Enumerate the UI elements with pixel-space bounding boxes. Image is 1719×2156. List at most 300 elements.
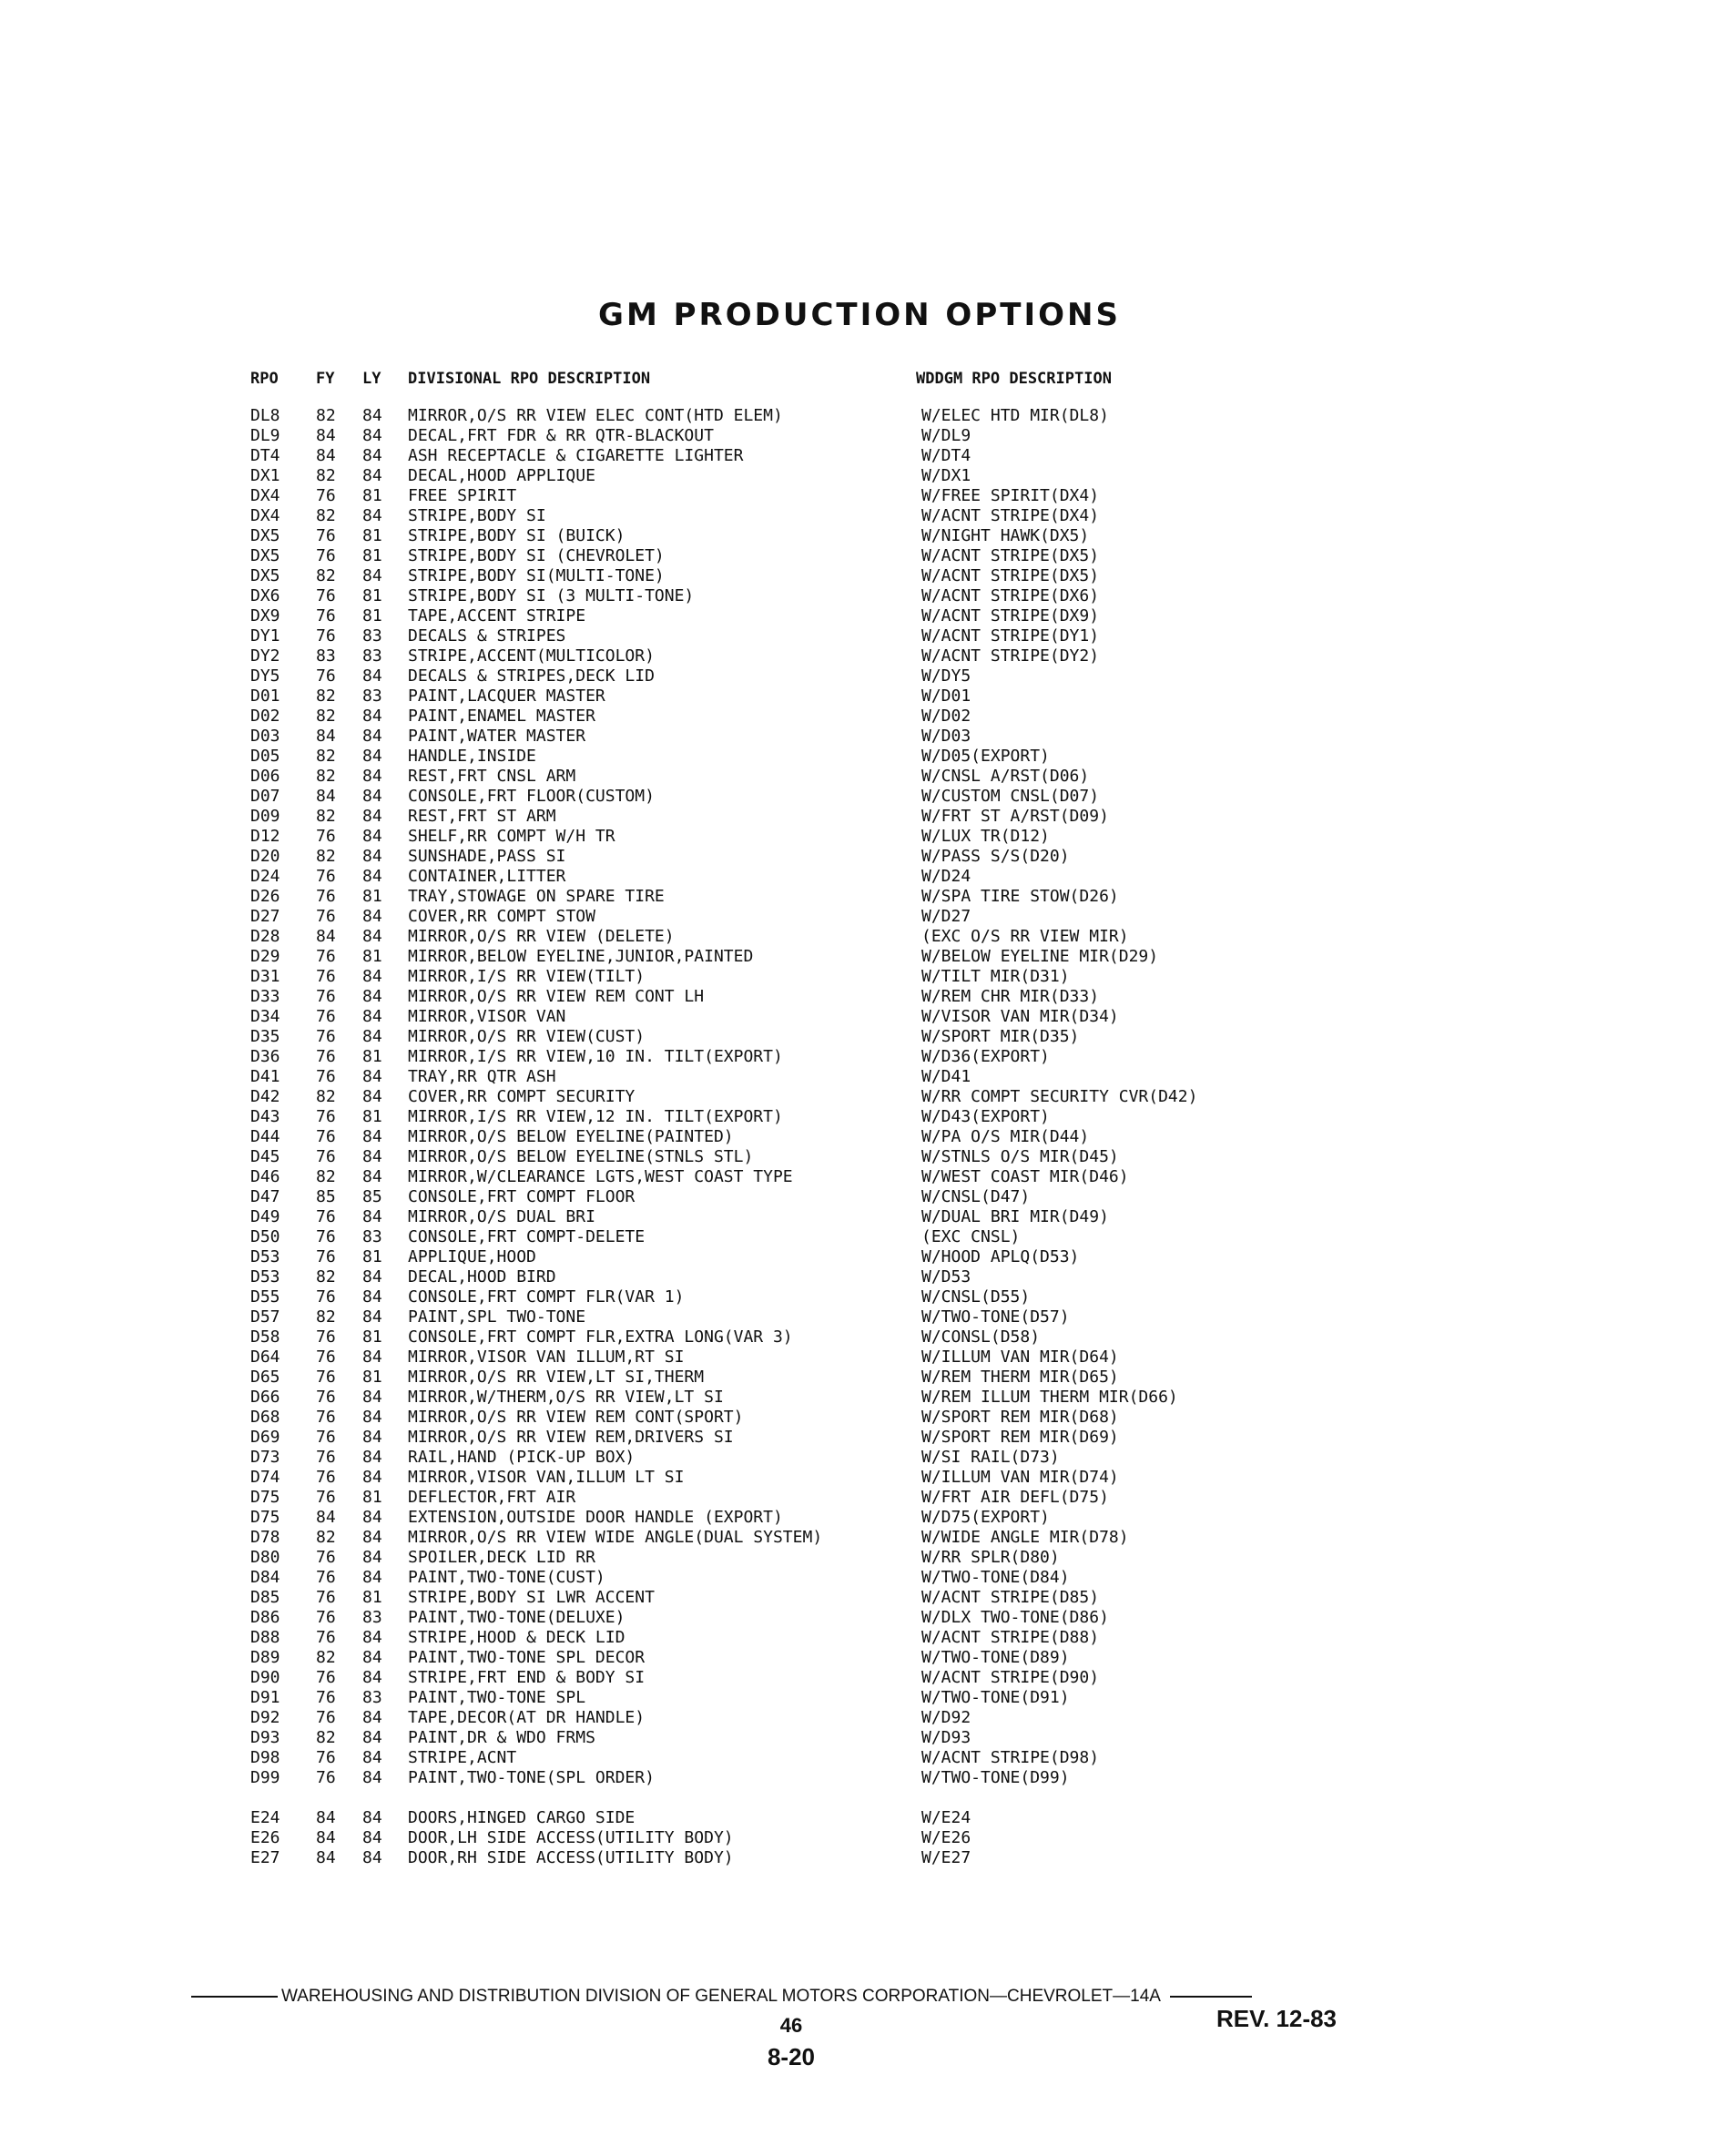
table-row — [0, 1428, 1719, 1448]
divisional-description-cell: PAINT,SPL TWO-TONE — [408, 1307, 586, 1327]
wddgm-description-cell: W/TWO-TONE(D99) — [921, 1768, 1070, 1787]
divisional-description-cell: DOOR,LH SIDE ACCESS(UTILITY BODY) — [408, 1828, 734, 1847]
rpo-cell: D92 — [250, 1708, 280, 1727]
ly-cell: 84 — [362, 747, 382, 766]
table-row — [0, 767, 1719, 787]
ly-cell: 83 — [362, 646, 382, 666]
ly-cell: 81 — [362, 1247, 382, 1266]
ly-cell: 84 — [362, 1548, 382, 1567]
table-row — [0, 1147, 1719, 1167]
divisional-description-cell: STRIPE,ACCENT(MULTICOLOR) — [408, 646, 655, 666]
wddgm-description-cell: W/D75(EXPORT) — [921, 1508, 1050, 1527]
ly-cell: 84 — [362, 907, 382, 926]
divisional-description-cell: REST,FRT CNSL ARM — [408, 767, 576, 786]
divisional-description-cell: DEFLECTOR,FRT AIR — [408, 1488, 576, 1507]
divisional-description-cell: STRIPE,BODY SI (BUICK) — [408, 526, 626, 545]
ly-cell: 84 — [362, 1828, 382, 1847]
fy-cell: 76 — [316, 947, 336, 966]
divisional-description-cell: PAINT,TWO-TONE SPL — [408, 1688, 586, 1707]
fy-cell: 85 — [316, 1187, 336, 1206]
wddgm-description-cell: W/BELOW EYELINE MIR(D29) — [921, 947, 1159, 966]
wddgm-description-cell: W/E27 — [921, 1848, 971, 1867]
rpo-cell: D53 — [250, 1267, 280, 1286]
fy-cell: 76 — [316, 1107, 336, 1126]
ly-cell: 83 — [362, 1688, 382, 1707]
divisional-description-cell: PAINT,WATER MASTER — [408, 727, 586, 746]
table-row — [0, 566, 1719, 586]
rpo-cell: D49 — [250, 1207, 280, 1226]
wddgm-description-cell: W/ELEC HTD MIR(DL8) — [921, 406, 1109, 425]
rpo-cell: DY2 — [250, 646, 280, 666]
wddgm-description-cell: W/CONSL(D58) — [921, 1327, 1041, 1347]
rpo-cell: D45 — [250, 1147, 280, 1166]
ly-cell: 81 — [362, 887, 382, 906]
fy-cell: 76 — [316, 1388, 336, 1407]
rpo-cell: D24 — [250, 867, 280, 886]
rpo-cell: D01 — [250, 686, 280, 706]
section-number: 8-20 — [767, 2043, 816, 2070]
rpo-cell: D98 — [250, 1748, 280, 1767]
rpo-cell: D44 — [250, 1127, 280, 1146]
divisional-description-cell: MIRROR,O/S RR VIEW(CUST) — [408, 1027, 646, 1046]
divisional-description-cell: REST,FRT ST ARM — [408, 807, 556, 826]
rpo-cell: DX4 — [250, 506, 280, 525]
ly-cell: 81 — [362, 546, 382, 565]
footer-rule-right — [1170, 1996, 1252, 1998]
divisional-description-cell: CONTAINER,LITTER — [408, 867, 566, 886]
table-row — [0, 1728, 1719, 1748]
rpo-cell: D27 — [250, 907, 280, 926]
ly-cell: 84 — [362, 1207, 382, 1226]
fy-cell: 82 — [316, 466, 336, 485]
ly-cell: 81 — [362, 947, 382, 966]
fy-cell: 84 — [316, 1808, 336, 1827]
fy-cell: 82 — [316, 1648, 336, 1667]
table-row — [0, 707, 1719, 727]
table-row — [0, 1708, 1719, 1728]
ly-cell: 84 — [362, 1568, 382, 1587]
table-row — [0, 1588, 1719, 1608]
table-row — [0, 446, 1719, 466]
header-fy: FY — [316, 370, 335, 388]
fy-cell: 76 — [316, 1768, 336, 1787]
header-rpo: RPO — [250, 370, 279, 388]
ly-cell: 84 — [362, 1748, 382, 1767]
ly-cell: 83 — [362, 686, 382, 706]
divisional-description-cell: CONSOLE,FRT FLOOR(CUSTOM) — [408, 787, 655, 806]
rpo-cell: D84 — [250, 1568, 280, 1587]
wddgm-description-cell: W/PA O/S MIR(D44) — [921, 1127, 1090, 1146]
table-row — [0, 1087, 1719, 1107]
ly-cell: 84 — [362, 1167, 382, 1186]
ly-cell: 81 — [362, 1488, 382, 1507]
wddgm-description-cell: W/LUX TR(D12) — [921, 827, 1050, 846]
table-row — [0, 987, 1719, 1007]
table-row — [0, 1267, 1719, 1287]
table-row — [0, 1127, 1719, 1147]
fy-cell: 82 — [316, 686, 336, 706]
table-row — [0, 1307, 1719, 1327]
table-row — [0, 526, 1719, 546]
table-row — [0, 506, 1719, 526]
table-row — [0, 787, 1719, 807]
fy-cell: 84 — [316, 1828, 336, 1847]
divisional-description-cell: MIRROR,I/S RR VIEW,10 IN. TILT(EXPORT) — [408, 1047, 783, 1066]
divisional-description-cell: PAINT,DR & WDO FRMS — [408, 1728, 595, 1747]
table-row — [0, 626, 1719, 646]
ly-cell: 84 — [362, 1307, 382, 1327]
ly-cell: 84 — [362, 1027, 382, 1046]
rpo-cell: D55 — [250, 1287, 280, 1307]
wddgm-description-cell: W/ACNT STRIPE(D85) — [921, 1588, 1100, 1607]
rpo-cell: D90 — [250, 1668, 280, 1687]
table-row — [0, 1648, 1719, 1668]
table-row — [0, 807, 1719, 827]
rpo-cell: D58 — [250, 1327, 280, 1347]
fy-cell: 82 — [316, 406, 336, 425]
table-row — [0, 907, 1719, 927]
rpo-cell: D20 — [250, 847, 280, 866]
ly-cell: 84 — [362, 927, 382, 946]
rpo-cell: D73 — [250, 1448, 280, 1467]
divisional-description-cell: STRIPE,BODY SI (CHEVROLET) — [408, 546, 665, 565]
divisional-description-cell: PAINT,TWO-TONE SPL DECOR — [408, 1648, 646, 1667]
table-row — [0, 546, 1719, 566]
table-row — [0, 1388, 1719, 1408]
table-row — [0, 1608, 1719, 1628]
rpo-cell: D89 — [250, 1648, 280, 1667]
ly-cell: 84 — [362, 506, 382, 525]
ly-cell: 84 — [362, 1287, 382, 1307]
ly-cell: 84 — [362, 727, 382, 746]
wddgm-description-cell: W/D27 — [921, 907, 971, 926]
ly-cell: 84 — [362, 707, 382, 726]
ly-cell: 81 — [362, 1047, 382, 1066]
rpo-cell: DL8 — [250, 406, 280, 425]
divisional-description-cell: CONSOLE,FRT COMPT FLR(VAR 1) — [408, 1287, 685, 1307]
rpo-cell: D50 — [250, 1227, 280, 1246]
divisional-description-cell: DOOR,RH SIDE ACCESS(UTILITY BODY) — [408, 1848, 734, 1867]
ly-cell: 84 — [362, 1808, 382, 1827]
divisional-description-cell: PAINT,ENAMEL MASTER — [408, 707, 595, 726]
fy-cell: 76 — [316, 1588, 336, 1607]
ly-cell: 84 — [362, 446, 382, 465]
rpo-cell: D33 — [250, 987, 280, 1006]
rpo-cell: D64 — [250, 1348, 280, 1367]
fy-cell: 82 — [316, 767, 336, 786]
fy-cell: 82 — [316, 1528, 336, 1547]
ly-cell: 84 — [362, 1768, 382, 1787]
table-row — [0, 1808, 1719, 1828]
rpo-cell: D69 — [250, 1428, 280, 1447]
wddgm-description-cell: W/DLX TWO-TONE(D86) — [921, 1608, 1109, 1627]
table-row — [0, 1508, 1719, 1528]
wddgm-description-cell: W/REM ILLUM THERM MIR(D66) — [921, 1388, 1178, 1407]
table-row — [0, 1828, 1719, 1848]
divisional-description-cell: STRIPE,BODY SI LWR ACCENT — [408, 1588, 655, 1607]
ly-cell: 85 — [362, 1187, 382, 1206]
rpo-cell: D06 — [250, 767, 280, 786]
wddgm-description-cell: (EXC CNSL) — [921, 1227, 1021, 1246]
ly-cell: 84 — [362, 1348, 382, 1367]
fy-cell: 76 — [316, 546, 336, 565]
divisional-description-cell: EXTENSION,OUTSIDE DOOR HANDLE (EXPORT) — [408, 1508, 783, 1527]
ly-cell: 84 — [362, 1127, 382, 1146]
rpo-cell: D75 — [250, 1508, 280, 1527]
wddgm-description-cell: W/CNSL(D55) — [921, 1287, 1031, 1307]
rpo-cell: D41 — [250, 1067, 280, 1086]
wddgm-description-cell: W/ACNT STRIPE(D88) — [921, 1628, 1100, 1647]
fy-cell: 76 — [316, 666, 336, 686]
ly-cell: 84 — [362, 847, 382, 866]
table-row — [0, 1568, 1719, 1588]
fy-cell: 76 — [316, 1408, 336, 1427]
rpo-cell: DX5 — [250, 546, 280, 565]
divisional-description-cell: MIRROR,W/CLEARANCE LGTS,WEST COAST TYPE — [408, 1167, 793, 1186]
footer-rule-left — [191, 1996, 278, 1998]
ly-cell: 84 — [362, 1428, 382, 1447]
table-row — [0, 1167, 1719, 1187]
fy-cell: 76 — [316, 1047, 336, 1066]
wddgm-description-cell: W/TWO-TONE(D91) — [921, 1688, 1070, 1707]
table-row — [0, 1187, 1719, 1207]
ly-cell: 83 — [362, 626, 382, 646]
fy-cell: 76 — [316, 526, 336, 545]
divisional-description-cell: PAINT,TWO-TONE(SPL ORDER) — [408, 1768, 655, 1787]
table-row — [0, 1488, 1719, 1508]
ly-cell: 84 — [362, 1848, 382, 1867]
section-gap — [0, 1788, 1719, 1808]
rpo-cell: DX9 — [250, 606, 280, 625]
divisional-description-cell: SUNSHADE,PASS SI — [408, 847, 566, 866]
wddgm-description-cell: W/E24 — [921, 1808, 971, 1827]
fy-cell: 82 — [316, 747, 336, 766]
table-row — [0, 727, 1719, 747]
table-row — [0, 586, 1719, 606]
fy-cell: 84 — [316, 446, 336, 465]
wddgm-description-cell: W/ACNT STRIPE(DY1) — [921, 626, 1100, 646]
wddgm-description-cell: W/D02 — [921, 707, 971, 726]
footer-division-text: WAREHOUSING AND DISTRIBUTION DIVISION OF GENERAL MOTORS CORPORATION—CHEVROLET—14A — [281, 1987, 1161, 2006]
ly-cell: 84 — [362, 827, 382, 846]
table-row — [0, 747, 1719, 767]
fy-cell: 82 — [316, 1307, 336, 1327]
divisional-description-cell: MIRROR,O/S RR VIEW ELEC CONT(HTD ELEM) — [408, 406, 783, 425]
rpo-cell: DX5 — [250, 566, 280, 585]
divisional-description-cell: STRIPE,FRT END & BODY SI — [408, 1668, 646, 1687]
ly-cell: 81 — [362, 1588, 382, 1607]
ly-cell: 81 — [362, 486, 382, 505]
wddgm-description-cell: W/RR SPLR(D80) — [921, 1548, 1060, 1567]
rpo-cell: D74 — [250, 1468, 280, 1487]
wddgm-description-cell: W/CUSTOM CNSL(D07) — [921, 787, 1100, 806]
divisional-description-cell: DECAL,HOOD APPLIQUE — [408, 466, 595, 485]
divisional-description-cell: RAIL,HAND (PICK-UP BOX) — [408, 1448, 636, 1467]
divisional-description-cell: MIRROR,VISOR VAN,ILLUM LT SI — [408, 1468, 685, 1487]
divisional-description-cell: DOORS,HINGED CARGO SIDE — [408, 1808, 636, 1827]
divisional-description-cell: MIRROR,O/S DUAL BRI — [408, 1207, 595, 1226]
rpo-cell: D46 — [250, 1167, 280, 1186]
table-row — [0, 1528, 1719, 1548]
divisional-description-cell: APPLIQUE,HOOD — [408, 1247, 536, 1266]
ly-cell: 81 — [362, 526, 382, 545]
wddgm-description-cell: W/ACNT STRIPE(DX5) — [921, 546, 1100, 565]
rpo-cell: D65 — [250, 1368, 280, 1387]
fy-cell: 76 — [316, 1628, 336, 1647]
ly-cell: 84 — [362, 1708, 382, 1727]
header-wddgm-description: WDDGM RPO DESCRIPTION — [916, 370, 1112, 388]
wddgm-description-cell: W/REM CHR MIR(D33) — [921, 987, 1100, 1006]
divisional-description-cell: MIRROR,O/S RR VIEW (DELETE) — [408, 927, 675, 946]
rpo-cell: DT4 — [250, 446, 280, 465]
divisional-description-cell: STRIPE,BODY SI (3 MULTI-TONE) — [408, 586, 695, 605]
table-row — [0, 1368, 1719, 1388]
rpo-cell: D93 — [250, 1728, 280, 1747]
divisional-description-cell: CONSOLE,FRT COMPT FLOOR — [408, 1187, 636, 1206]
table-row — [0, 1768, 1719, 1788]
fy-cell: 82 — [316, 1728, 336, 1747]
ly-cell: 84 — [362, 967, 382, 986]
wddgm-description-cell: W/SPORT REM MIR(D68) — [921, 1408, 1119, 1427]
divisional-description-cell: TAPE,DECOR(AT DR HANDLE) — [408, 1708, 646, 1727]
fy-cell: 76 — [316, 1748, 336, 1767]
wddgm-description-cell: W/TILT MIR(D31) — [921, 967, 1070, 986]
wddgm-description-cell: W/D92 — [921, 1708, 971, 1727]
ly-cell: 84 — [362, 1448, 382, 1467]
table-row — [0, 426, 1719, 446]
table-row — [0, 1287, 1719, 1307]
ly-cell: 81 — [362, 1368, 382, 1387]
fy-cell: 76 — [316, 1287, 336, 1307]
ly-cell: 81 — [362, 1327, 382, 1347]
wddgm-description-cell: W/WIDE ANGLE MIR(D78) — [921, 1528, 1129, 1547]
rpo-cell: D31 — [250, 967, 280, 986]
fy-cell: 84 — [316, 1848, 336, 1867]
rpo-cell: D47 — [250, 1187, 280, 1206]
rpo-cell: DX6 — [250, 586, 280, 605]
wddgm-description-cell: W/FRT ST A/RST(D09) — [921, 807, 1109, 826]
fy-cell: 76 — [316, 1488, 336, 1507]
footer-line — [191, 1987, 1357, 2007]
ly-cell: 84 — [362, 1087, 382, 1106]
wddgm-description-cell: W/TWO-TONE(D89) — [921, 1648, 1070, 1667]
wddgm-description-cell: W/DX1 — [921, 466, 971, 485]
divisional-description-cell: CONSOLE,FRT COMPT FLR,EXTRA LONG(VAR 3) — [408, 1327, 793, 1347]
fy-cell: 76 — [316, 1327, 336, 1347]
table-row — [0, 1047, 1719, 1067]
table-row — [0, 827, 1719, 847]
ly-cell: 84 — [362, 1388, 382, 1407]
table-row — [0, 1468, 1719, 1488]
rpo-cell: D26 — [250, 887, 280, 906]
table-row — [0, 1067, 1719, 1087]
divisional-description-cell: PAINT,TWO-TONE(DELUXE) — [408, 1608, 626, 1627]
rpo-cell: D80 — [250, 1548, 280, 1567]
divisional-description-cell: STRIPE,BODY SI(MULTI-TONE) — [408, 566, 665, 585]
rpo-cell: D29 — [250, 947, 280, 966]
wddgm-description-cell: W/ACNT STRIPE(DX6) — [921, 586, 1100, 605]
table-row — [0, 947, 1719, 967]
table-row — [0, 1247, 1719, 1267]
divisional-description-cell: DECAL,HOOD BIRD — [408, 1267, 556, 1286]
wddgm-description-cell: W/D36(EXPORT) — [921, 1047, 1050, 1066]
wddgm-description-cell: W/D01 — [921, 686, 971, 706]
table-row — [0, 406, 1719, 426]
fy-cell: 76 — [316, 1568, 336, 1587]
table-row — [0, 1848, 1719, 1868]
divisional-description-cell: SHELF,RR COMPT W/H TR — [408, 827, 615, 846]
rpo-cell: E27 — [250, 1848, 280, 1867]
fy-cell: 76 — [316, 1207, 336, 1226]
ly-cell: 83 — [362, 1608, 382, 1627]
fy-cell: 82 — [316, 566, 336, 585]
page-title: GM PRODUCTION OPTIONS — [598, 297, 1121, 333]
rpo-cell: DY5 — [250, 666, 280, 686]
wddgm-description-cell: W/D05(EXPORT) — [921, 747, 1050, 766]
rpo-cell: D03 — [250, 727, 280, 746]
ly-cell: 84 — [362, 767, 382, 786]
page-number: 46 — [779, 2014, 803, 2037]
fy-cell: 76 — [316, 1007, 336, 1026]
rpo-cell: D66 — [250, 1388, 280, 1407]
ly-cell: 84 — [362, 1628, 382, 1647]
divisional-description-cell: COVER,RR COMPT SECURITY — [408, 1087, 636, 1106]
rpo-cell: D57 — [250, 1307, 280, 1327]
divisional-description-cell: SPOILER,DECK LID RR — [408, 1548, 595, 1567]
fy-cell: 76 — [316, 1067, 336, 1086]
ly-cell: 84 — [362, 1668, 382, 1687]
fy-cell: 76 — [316, 827, 336, 846]
fy-cell: 84 — [316, 1508, 336, 1527]
table-row — [0, 887, 1719, 907]
rpo-cell: D35 — [250, 1027, 280, 1046]
rpo-cell: D78 — [250, 1528, 280, 1547]
rpo-cell: D43 — [250, 1107, 280, 1126]
wddgm-description-cell: W/DT4 — [921, 446, 971, 465]
wddgm-description-cell: W/WEST COAST MIR(D46) — [921, 1167, 1129, 1186]
fy-cell: 82 — [316, 1167, 336, 1186]
fy-cell: 76 — [316, 1428, 336, 1447]
wddgm-description-cell: W/D03 — [921, 727, 971, 746]
divisional-description-cell: PAINT,TWO-TONE(CUST) — [408, 1568, 605, 1587]
wddgm-description-cell: W/FRT AIR DEFL(D75) — [921, 1488, 1109, 1507]
wddgm-description-cell: W/CNSL(D47) — [921, 1187, 1031, 1206]
fy-cell: 82 — [316, 807, 336, 826]
divisional-description-cell: MIRROR,BELOW EYELINE,JUNIOR,PAINTED — [408, 947, 754, 966]
options-table — [0, 406, 1719, 1868]
fy-cell: 76 — [316, 967, 336, 986]
wddgm-description-cell: W/SPORT MIR(D35) — [921, 1027, 1080, 1046]
divisional-description-cell: PAINT,LACQUER MASTER — [408, 686, 605, 706]
rpo-cell: D75 — [250, 1488, 280, 1507]
wddgm-description-cell: W/D53 — [921, 1267, 971, 1286]
wddgm-description-cell: W/STNLS O/S MIR(D45) — [921, 1147, 1119, 1166]
wddgm-description-cell: W/FREE SPIRIT(DX4) — [921, 486, 1100, 505]
divisional-description-cell: STRIPE,HOOD & DECK LID — [408, 1628, 626, 1647]
ly-cell: 84 — [362, 1468, 382, 1487]
rpo-cell: D05 — [250, 747, 280, 766]
wddgm-description-cell: W/ACNT STRIPE(DX4) — [921, 506, 1100, 525]
divisional-description-cell: FREE SPIRIT — [408, 486, 517, 505]
wddgm-description-cell: W/E26 — [921, 1828, 971, 1847]
fy-cell: 76 — [316, 1368, 336, 1387]
ly-cell: 84 — [362, 987, 382, 1006]
fy-cell: 82 — [316, 1267, 336, 1286]
divisional-description-cell: MIRROR,VISOR VAN ILLUM,RT SI — [408, 1348, 685, 1367]
header-ly: LY — [362, 370, 381, 388]
table-row — [0, 686, 1719, 707]
divisional-description-cell: TRAY,STOWAGE ON SPARE TIRE — [408, 887, 665, 906]
